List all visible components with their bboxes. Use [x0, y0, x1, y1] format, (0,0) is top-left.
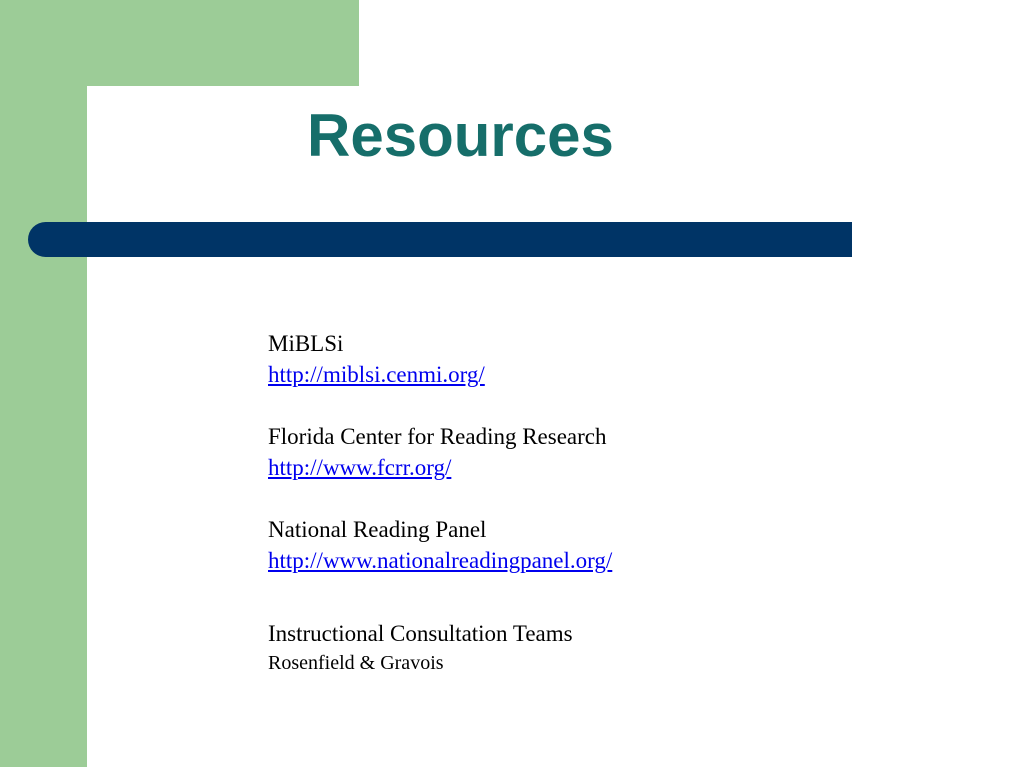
green-top-band: [0, 0, 359, 86]
resource-name-nrp: National Reading Panel: [268, 517, 487, 542]
resource-subtitle-ict: Rosenfield & Gravois: [268, 652, 444, 674]
resource-link-nrp[interactable]: http://www.nationalreadingpanel.org/: [268, 548, 613, 573]
resource-name-fcrr: Florida Center for Reading Research: [268, 424, 607, 449]
resource-list: [268, 328, 612, 677]
rounded-corner: [87, 86, 147, 146]
resource-link-miblsi[interactable]: http://miblsi.cenmi.org/: [268, 362, 485, 387]
resource-link-fcrr[interactable]: http://www.fcrr.org/: [268, 455, 452, 480]
green-side-band: [0, 0, 87, 767]
title-underline-bar: [28, 222, 852, 257]
slide-title: Resources: [307, 102, 614, 169]
resource-name-ict: Instructional Consultation Teams: [268, 621, 573, 646]
resource-name-miblsi: MiBLSi: [268, 331, 344, 356]
